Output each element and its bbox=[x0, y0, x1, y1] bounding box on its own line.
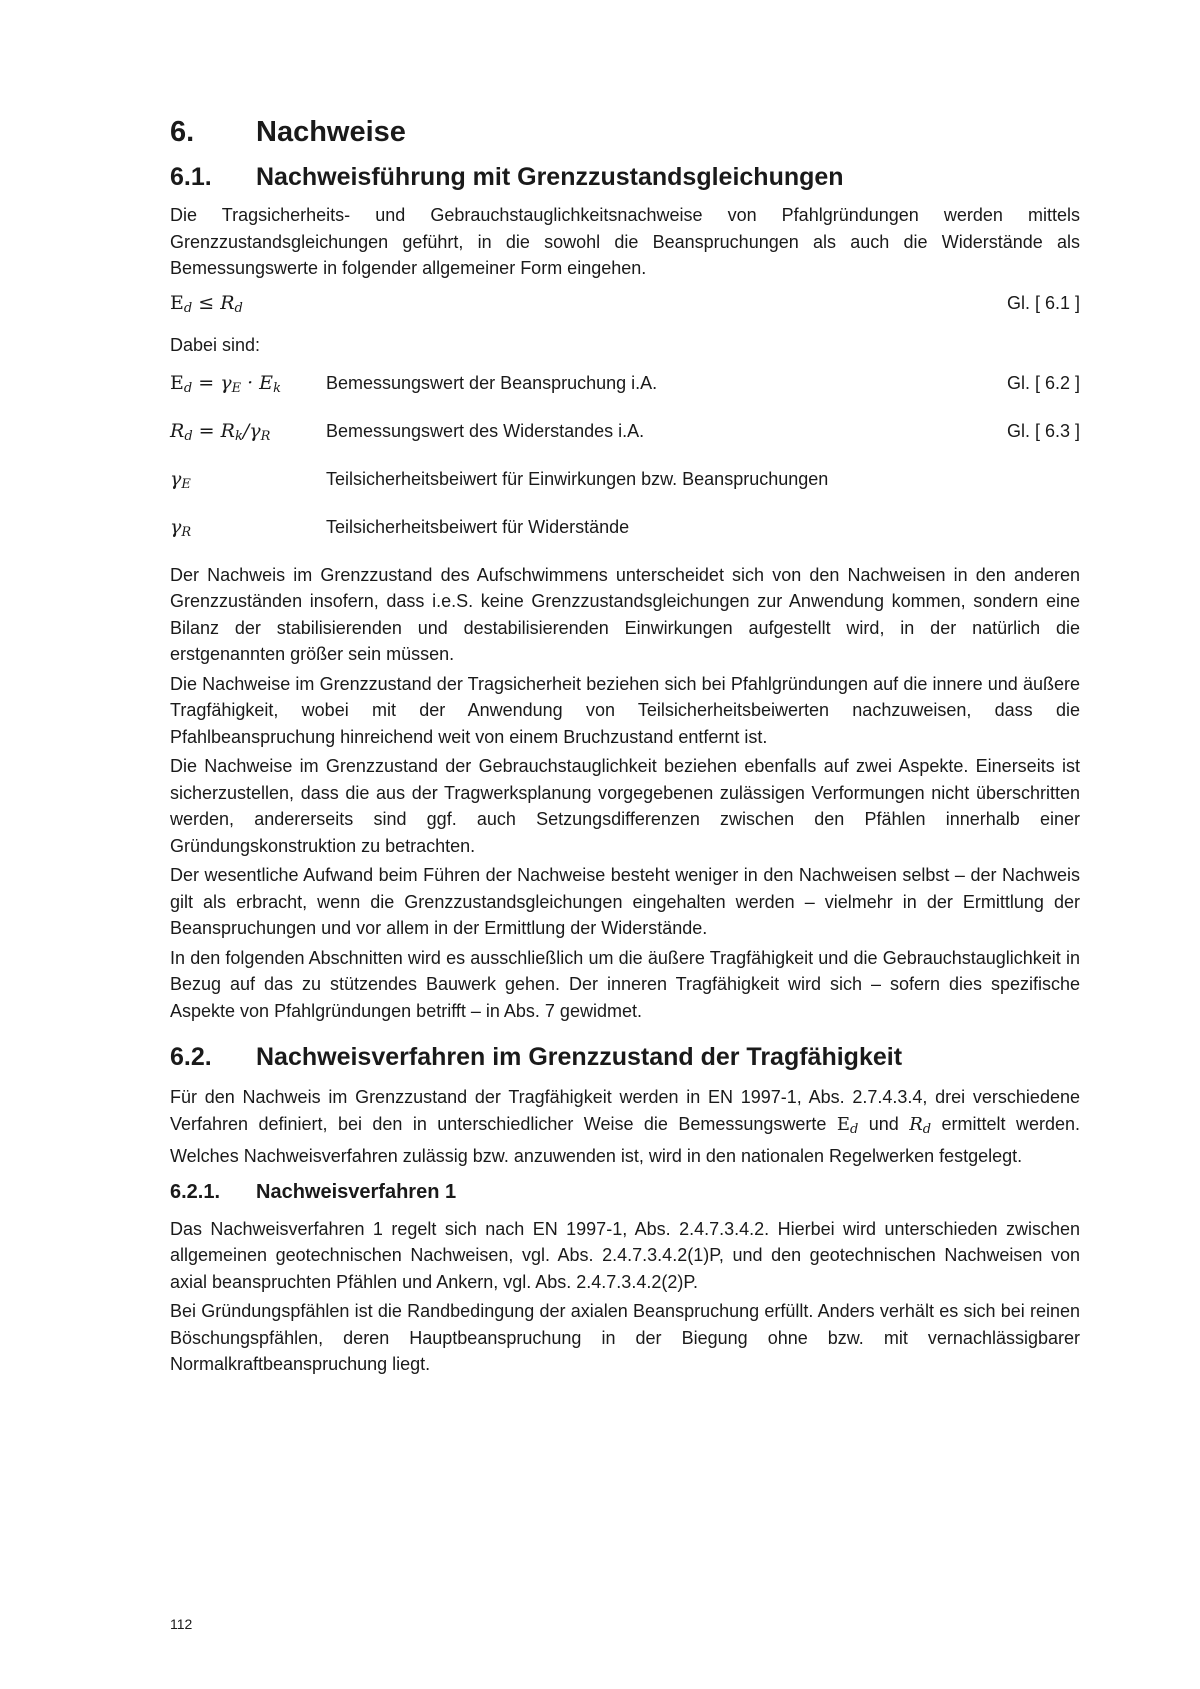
section-heading-6-1 bbox=[170, 158, 1080, 196]
section-number: 6.2. bbox=[170, 1043, 212, 1071]
equation-ref: Gl. [ 6.3 ] bbox=[1006, 420, 1080, 441]
body-paragraph: Der wesentliche Aufwand beim Führen der Nachweise besteht weniger in den Nachweisen selbst – der Nachweis gilt als erbracht, wenn die Grenzzustandsgleichungen eingehalten werden – vielmehr in der Ermittlung der Beanspruchungen und vor allem in der Ermittlung der Widerstände. bbox=[170, 865, 1080, 938]
text-fragment: und bbox=[858, 1113, 910, 1134]
chapter-title: Nachweise bbox=[256, 116, 406, 148]
chapter-number: 6. bbox=[170, 116, 195, 148]
inline-formula-ed: $E_d$ bbox=[836, 1113, 859, 1137]
equation-ref: Gl. [ 6.1 ] bbox=[1006, 292, 1080, 313]
section-number: 6.1. bbox=[170, 163, 212, 191]
page-content bbox=[170, 112, 1080, 1381]
subsection-title: Nachweisverfahren 1 bbox=[256, 1180, 457, 1203]
section-title: Nachweisführung mit Grenzzustandsgleichungen bbox=[256, 163, 844, 191]
text-fragment: Für den Nachweis im Grenzzustand der Tragfähigkeit werden in EN 1997-1, Abs. 2.7.4.3.4, drei verschiedene Verfahren definiert, bei den in unterschiedlicher Weise die Bemessungswerte bbox=[170, 1087, 1080, 1134]
page-number: 112 bbox=[170, 1616, 193, 1632]
chapter-heading bbox=[170, 112, 1080, 152]
equation-6-1 bbox=[170, 290, 1080, 322]
body-paragraph bbox=[170, 1084, 1080, 1170]
equation-ref: Gl. [ 6.2 ] bbox=[1006, 372, 1080, 393]
definition-gamma-e bbox=[170, 466, 1080, 498]
body-paragraph: Der Nachweis im Grenzzustand des Aufschwimmens unterscheidet sich von den Nachweisen in den anderen Grenzzuständen insofern, dass i.e.S. keine Grenzzustandsgleichungen zur Anwendung kommen, sondern eine Bilanz der stabilisierenden und destabilisierenden Einwirkungen aufgestellt wird, in der natürlich die erstgenannten größer sein müssen. bbox=[170, 564, 1080, 664]
subsection-heading-6-2-1 bbox=[170, 1176, 1080, 1208]
formula-ed: $E_d = \gamma_E \cdot E_k$ bbox=[170, 371, 281, 396]
body-paragraph: In den folgenden Abschnitten wird es ausschließlich um die äußere Tragfähigkeit und die Gebrauchstauglichkeit in Bezug auf das zu stützendes Bauwerk gehen. Der inneren Tragfähigkeit wird sich – sofern dies spezifische Aspekte von Pfahlgründungen betrifft – in Abs. 7 gewidmet. bbox=[170, 947, 1080, 1021]
definition-text: Teilsicherheitsbeiwert für Einwirkungen bzw. Beanspruchungen bbox=[326, 468, 829, 489]
body-paragraph: Das Nachweisverfahren 1 regelt sich nach EN 1997-1, Abs. 2.4.7.3.4.2. Hierbei wird unterschieden zwischen allgemeinen geotechnischen Nachweisen, vgl. Abs. 2.4.7.3.4.2(1)P, und den geotechnischen Nachweisen von axial beanspruchten Pfählen und Ankern, vgl. Abs. 2.4.7.3.4.2(2)P. bbox=[170, 1218, 1080, 1292]
definition-gamma-r bbox=[170, 514, 1080, 546]
formula-ed-le-rd: $E_d \le R_d$ bbox=[170, 291, 243, 316]
equation-6-2 bbox=[170, 370, 1080, 402]
subsection-number: 6.2.1. bbox=[170, 1180, 221, 1203]
body-paragraph: Die Nachweise im Grenzzustand der Gebrauchstauglichkeit beziehen ebenfalls auf zwei Aspekte. Einerseits ist sicherzustellen, dass die aus der Tragwerksplanung vorgegebenen zulässigen Verformungen nicht überschritten werden, andererseits sind ggf. auch Setzungsdifferenzen zwischen den Pfählen innerhalb einer Gründungskonstruktion zu betrachten. bbox=[170, 756, 1080, 856]
text-fragment: ermittelt werden. Welches Nachweisverfahren zulässig bzw. anzuwenden ist, wird in den nationalen Regelwerken festgelegt. bbox=[170, 1113, 1080, 1166]
inline-formula-rd: $R_d$ bbox=[909, 1113, 932, 1137]
intro-paragraph: Die Tragsicherheits- und Gebrauchstauglichkeitsnachweise von Pfahlgründungen werden mittels Grenzzustandsgleichungen geführt, in die sowohl die Beanspruchungen als auch die Widerstände als Bemessungswerte in folgender allgemeiner Form eingehen. bbox=[170, 205, 1080, 278]
symbol-gamma-e: $\gamma_E$ bbox=[170, 467, 191, 492]
equation-6-3 bbox=[170, 418, 1080, 450]
dabei-label: Dabei sind: bbox=[170, 334, 261, 355]
formula-rd: $R_d = R_k/\gamma_R$ bbox=[170, 419, 271, 444]
section-title: Nachweisverfahren im Grenzzustand der Tragfähigkeit bbox=[256, 1043, 903, 1071]
symbol-gamma-r: $\gamma_R$ bbox=[170, 515, 192, 540]
equation-description: Bemessungswert des Widerstandes i.A. bbox=[326, 420, 645, 441]
body-paragraph: Die Nachweise im Grenzzustand der Tragsicherheit beziehen sich bei Pfahlgründungen auf die innere und äußere Tragfähigkeit, wobei mit der Anwendung von Teilsicherheitsbeiwerten nachzuweisen, dass die Pfahlbeanspruchung hinreichend weit von einem Bruchzustand entfernt ist. bbox=[170, 673, 1080, 747]
section-heading-6-2 bbox=[170, 1038, 1080, 1076]
body-paragraph: Bei Gründungspfählen ist die Randbedingung der axialen Beanspruchung erfüllt. Anders verhält es sich bei reinen Böschungspfählen, deren Hauptbeanspruchung in der Biegung ohne bzw. mit vernachlässigbarer Normalkraftbeanspruchung liegt. bbox=[170, 1301, 1080, 1374]
definition-text: Teilsicherheitsbeiwert für Widerstände bbox=[326, 516, 630, 537]
equation-description: Bemessungswert der Beanspruchung i.A. bbox=[326, 372, 658, 393]
